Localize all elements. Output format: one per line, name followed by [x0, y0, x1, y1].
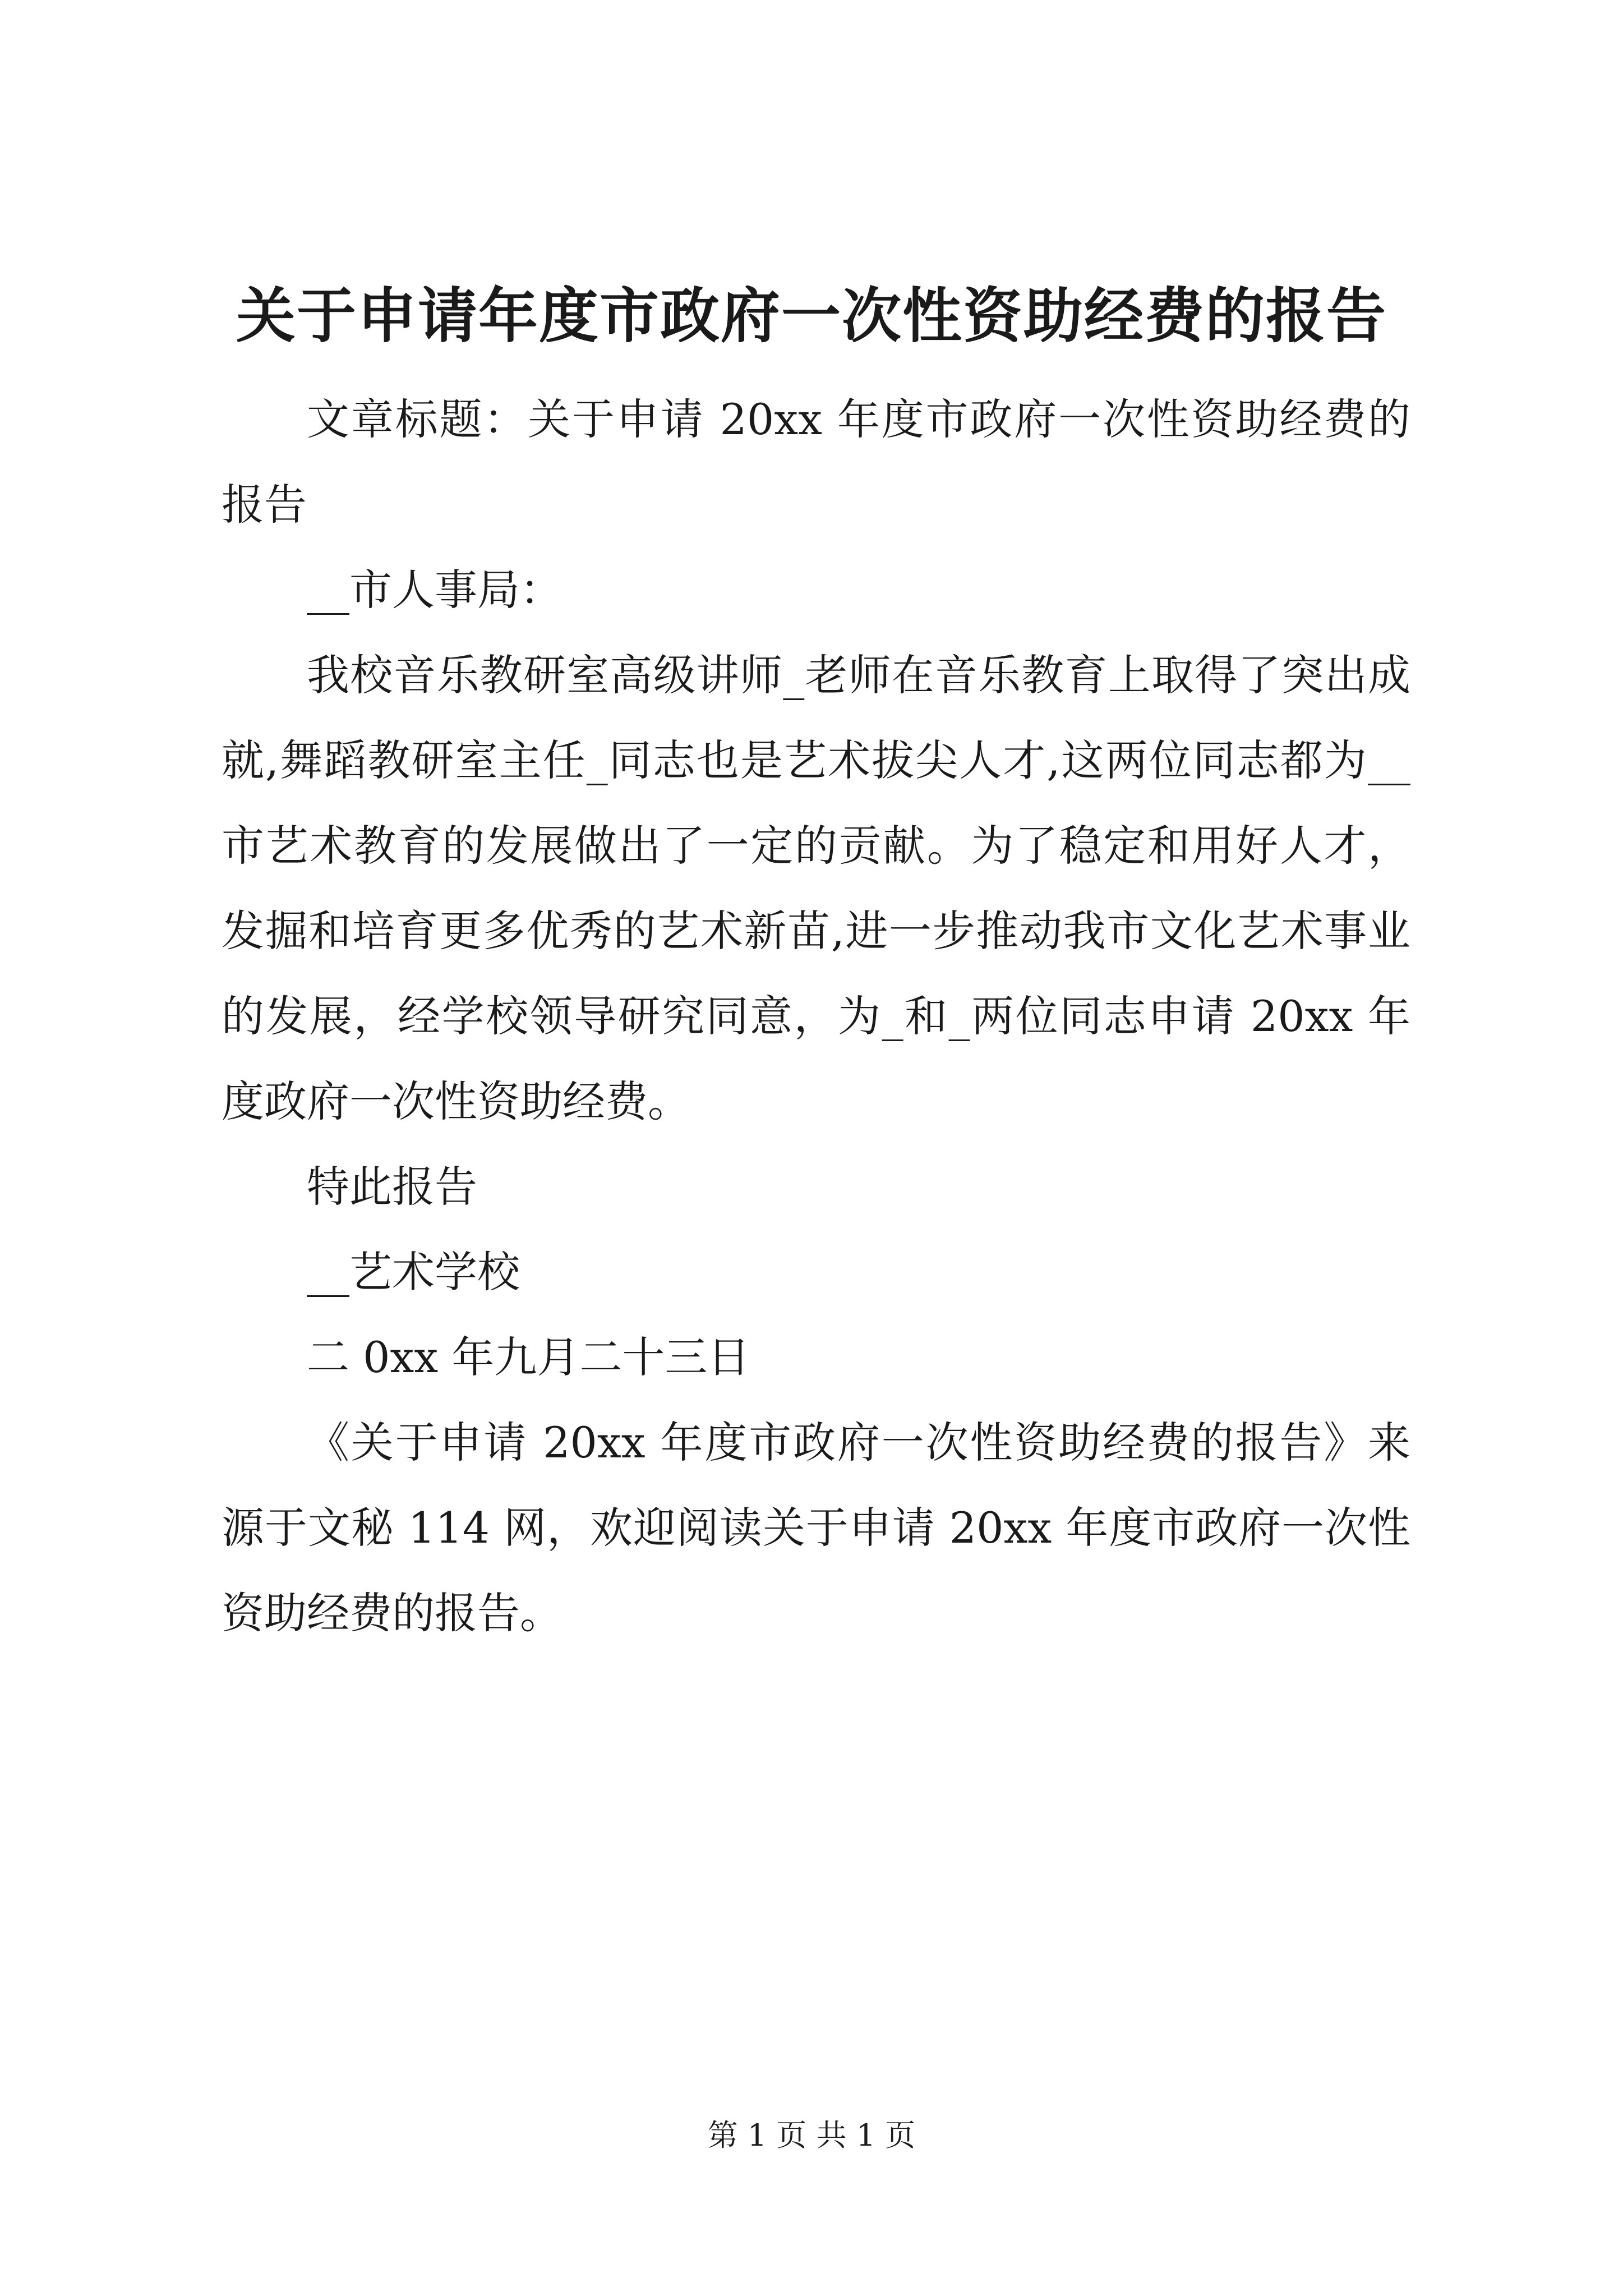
recipient-line: __市人事局：: [307, 565, 562, 615]
document-title: 关于申请年度市政府一次性资助经费的报告: [236, 280, 1387, 351]
date-line: 二 0xx 年九月二十三日: [307, 1332, 750, 1382]
sender-line: __艺术学校: [307, 1247, 520, 1297]
subject-line: 文章标题：关于申请 20xx 年度市政府一次性资助经费的报告: [222, 394, 1410, 530]
page-footer: 第 1 页 共 1 页: [707, 2118, 916, 2153]
main-paragraph: 我校音乐教研室高级讲师_老师在音乐教育上取得了突出成就,舞蹈教研室主任_同志也是艺术拔尖人才,这两位同志都为__市艺术教育的发展做出了一定的贡献。为了稳定和用好人才，发掘和培育更多优秀的艺术新苗,进一步推动我市文化艺术事业的发展，经学校领导研究同意，为_和_两位同志申请 20xx 年度政府一次性资助经费。: [222, 650, 1410, 1126]
source-note: 《关于申请 20xx 年度市政府一次性资助经费的报告》来源于文秘 114 网，欢迎阅读关于申请 20xx 年度市政府一次性资助经费的报告。: [222, 1418, 1410, 1638]
closing-line: 特此报告: [307, 1162, 477, 1212]
